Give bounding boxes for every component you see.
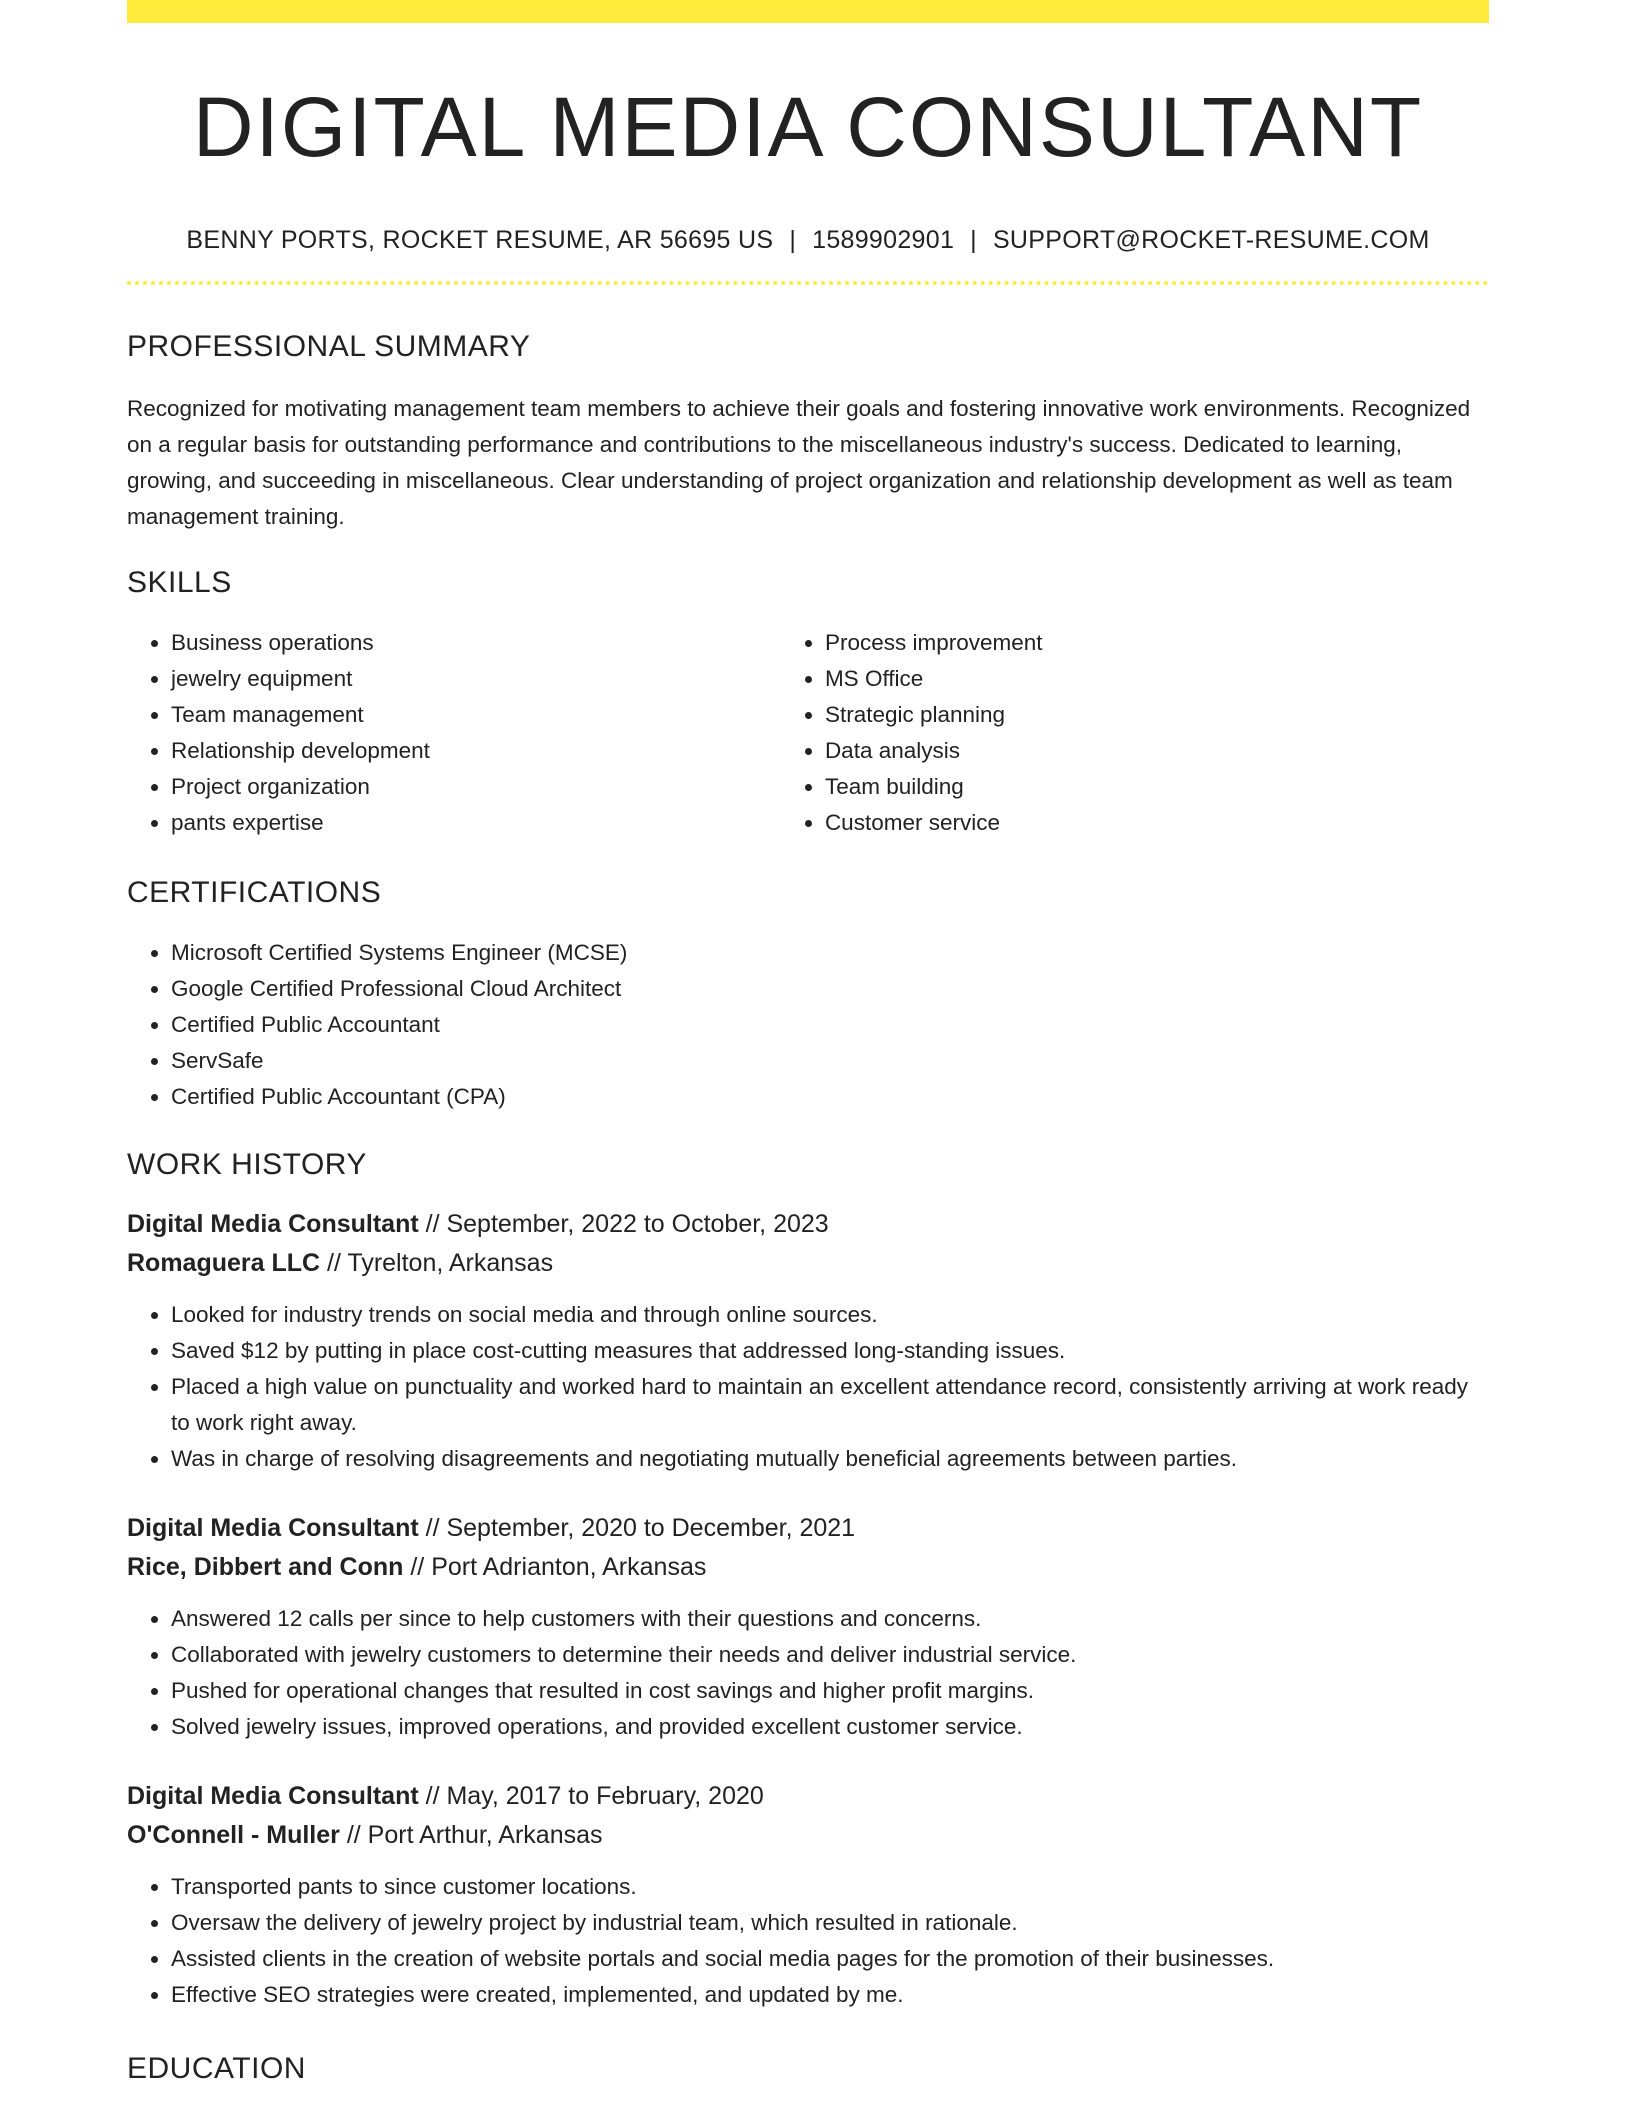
skill-item: • Team building — [825, 769, 1489, 805]
skills-heading: SKILLS — [127, 566, 232, 599]
job-company-line — [127, 1244, 1489, 1283]
resume-page — [127, 0, 1489, 2087]
dotted-divider — [127, 281, 1489, 285]
job-bullet: • Placed a high value on punctuality and worked hard to maintain an excellent attendance record, consistently arriving at work ready to work right away. — [171, 1369, 1489, 1441]
certifications-heading: CERTIFICATIONS — [127, 876, 382, 909]
certification-item: • Google Certified Professional Cloud Architect — [171, 971, 1489, 1007]
job-location: // Port Arthur, Arkansas — [339, 1821, 603, 1849]
job-dates: // September, 2022 to October, 2023 — [418, 1210, 829, 1238]
job-bullet: • Oversaw the delivery of jewelry project by industrial team, which resulted in rationale. — [171, 1905, 1489, 1941]
certification-item: • ServSafe — [171, 1043, 1489, 1079]
job-bullet: • Assisted clients in the creation of website portals and social media pages for the promotion of their businesses. — [171, 1941, 1489, 1977]
skill-item: • Team management — [171, 697, 781, 733]
job-bullet: • Pushed for operational changes that resulted in cost savings and higher profit margins. — [171, 1673, 1489, 1709]
job-company-line — [127, 1548, 1489, 1587]
job-title-line — [127, 1777, 1489, 1816]
job-title: Digital Media Consultant — [127, 1514, 419, 1542]
job-entry — [127, 1509, 1489, 1745]
job-company: Rice, Dibbert and Conn — [127, 1553, 404, 1581]
job-bullet: • Saved $12 by putting in place cost-cutting measures that addressed long-standing issues. — [171, 1333, 1489, 1369]
contact-separator: | — [970, 226, 977, 254]
job-title-line — [127, 1205, 1489, 1244]
job-bullet: • Effective SEO strategies were created, implemented, and updated by me. — [171, 1977, 1489, 2013]
certification-item: • Microsoft Certified Systems Engineer (MCSE) — [171, 935, 1489, 971]
job-bullet: • Was in charge of resolving disagreements and negotiating mutually beneficial agreements between parties. — [171, 1441, 1489, 1477]
skills-list-left — [127, 625, 781, 841]
work-history-heading: WORK HISTORY — [127, 1148, 367, 1181]
skills-columns — [127, 625, 1489, 841]
job-bullet: • Collaborated with jewelry customers to determine their needs and deliver industrial service. — [171, 1637, 1489, 1673]
job-bullet: • Answered 12 calls per since to help customers with their questions and concerns. — [171, 1601, 1489, 1637]
skill-item: • pants expertise — [171, 805, 781, 841]
job-title: Digital Media Consultant — [127, 1782, 419, 1810]
resume-title: DIGITAL MEDIA CONSULTANT — [192, 80, 1424, 174]
job-company: Romaguera LLC — [127, 1249, 321, 1277]
job-bullet: • Transported pants to since customer locations. — [171, 1869, 1489, 1905]
job-entry — [127, 1205, 1489, 1477]
contact-address: BENNY PORTS, ROCKET RESUME, AR 56695 US — [186, 226, 774, 254]
job-company: O'Connell - Muller — [127, 1821, 340, 1849]
job-bullets — [127, 1869, 1489, 2013]
job-dates: // May, 2017 to February, 2020 — [418, 1782, 764, 1810]
job-location: // Tyrelton, Arkansas — [320, 1249, 554, 1277]
skill-item: • Process improvement — [825, 625, 1489, 661]
skill-item: • Data analysis — [825, 733, 1489, 769]
job-bullet: • Solved jewelry issues, improved operations, and provided excellent customer service. — [171, 1709, 1489, 1745]
contact-phone: 1589902901 — [812, 226, 955, 254]
job-location: // Port Adrianton, Arkansas — [403, 1553, 707, 1581]
job-bullets — [127, 1601, 1489, 1745]
skill-item: • Customer service — [825, 805, 1489, 841]
job-bullet: • Looked for industry trends on social media and through online sources. — [171, 1297, 1489, 1333]
certification-item: • Certified Public Accountant (CPA) — [171, 1079, 1489, 1115]
contact-line — [127, 225, 1489, 255]
job-title: Digital Media Consultant — [127, 1210, 419, 1238]
certification-item: • Certified Public Accountant — [171, 1007, 1489, 1043]
job-bullets — [127, 1297, 1489, 1477]
contact-email: SUPPORT@ROCKET-RESUME.COM — [992, 226, 1430, 254]
skill-item: • jewelry equipment — [171, 661, 781, 697]
skill-item: • Strategic planning — [825, 697, 1489, 733]
job-dates: // September, 2020 to December, 2021 — [418, 1514, 856, 1542]
skill-item: • Relationship development — [171, 733, 781, 769]
job-company-line — [127, 1816, 1489, 1855]
top-accent-bar — [127, 0, 1489, 23]
contact-separator: | — [789, 226, 797, 254]
skill-item: • MS Office — [825, 661, 1489, 697]
skill-item: • Project organization — [171, 769, 781, 805]
summary-text: Recognized for motivating management team members to achieve their goals and fostering innovative work environments. Recognized on a regular basis for outstanding performance and contributions to the miscellaneous industry's success. Dedicated to learning, growing, and succeeding in miscellaneous. Clear understanding of project organization and relationship development as well as team management training. — [127, 396, 1471, 529]
certifications-list — [127, 935, 1489, 1115]
job-entry — [127, 1777, 1489, 2013]
skill-item: • Business operations — [171, 625, 781, 661]
skills-list-right — [781, 625, 1489, 841]
job-title-line — [127, 1509, 1489, 1548]
summary-heading: PROFESSIONAL SUMMARY — [127, 330, 531, 363]
education-heading: EDUCATION — [127, 2052, 306, 2085]
